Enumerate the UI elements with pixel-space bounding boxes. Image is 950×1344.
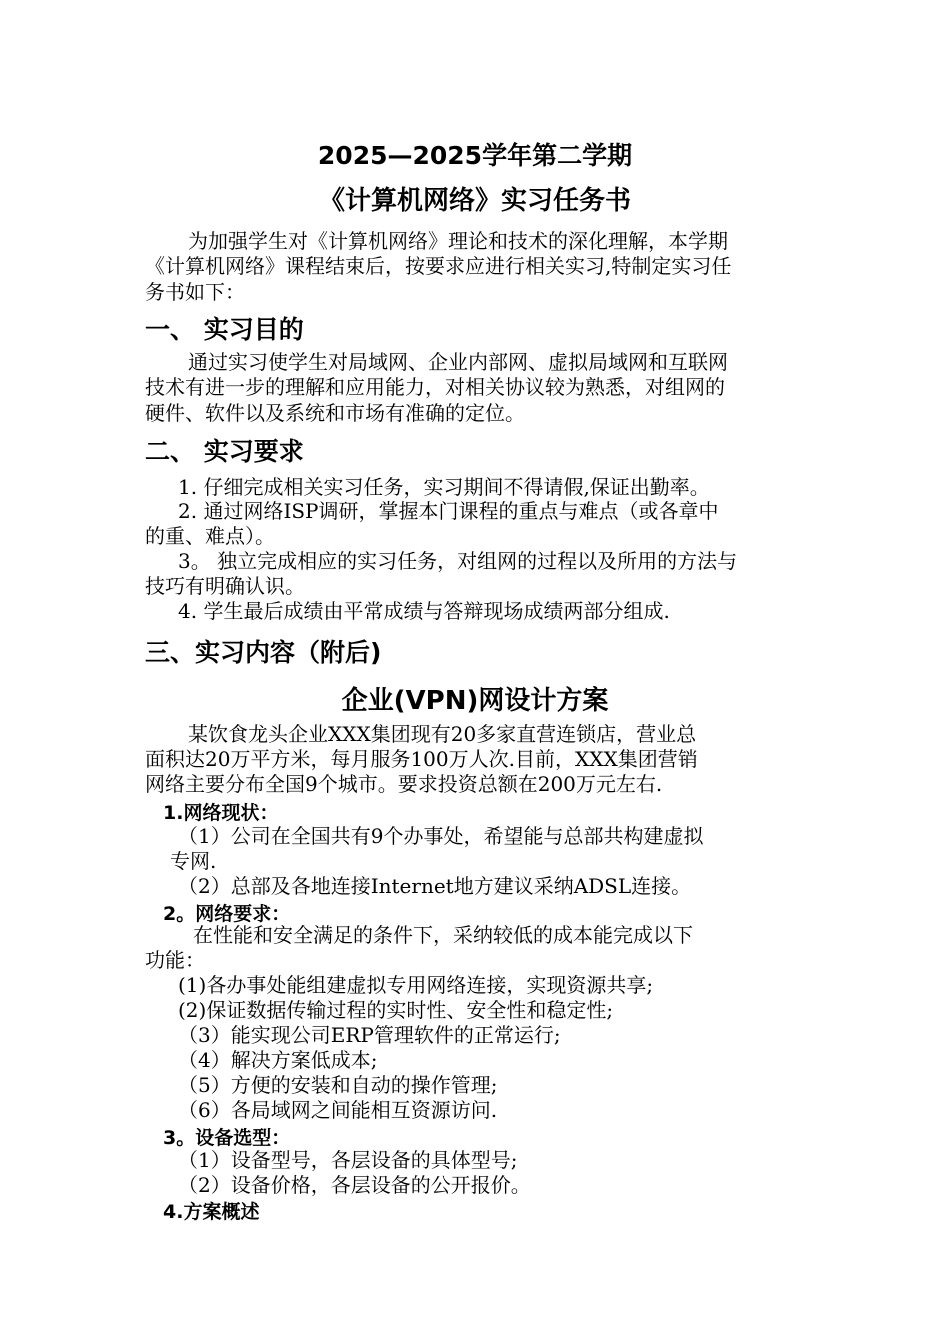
req-item: （3）能实现公司ERP管理软件的正常运行; bbox=[178, 1023, 561, 1047]
intro-line: 务书如下： bbox=[145, 280, 245, 304]
status-item: （1）公司在全国共有9个办事处，希望能与总部共构建虚拟 bbox=[178, 824, 704, 848]
requirement-item: 的重、难点）。 bbox=[145, 524, 275, 548]
requirement-item: 4. 学生最后成绩由平常成绩与答辩现场成绩两部分组成. bbox=[178, 599, 670, 623]
section-heading-content: 三、实习内容（附后) bbox=[145, 638, 382, 667]
section-heading-requirements: 二、 实习要求 bbox=[145, 437, 304, 466]
requirement-item: 技巧有明确认识。 bbox=[145, 574, 305, 598]
req-line: 在性能和安全满足的条件下，采纳较低的成本能完成以下 bbox=[193, 923, 693, 947]
status-item: 专网. bbox=[170, 849, 217, 873]
subheading-network-requirements: 2。网络要求： bbox=[163, 903, 291, 925]
req-item: (1)各办事处能组建虚拟专用网络连接，实现资源共享; bbox=[178, 973, 654, 997]
subheading-overview: 4.方案概述 bbox=[163, 1201, 260, 1223]
plan-intro-line: 网络主要分布全国9个城市。要求投资总额在200万元左右. bbox=[145, 772, 663, 796]
req-item: （6）各局域网之间能相互资源访问. bbox=[178, 1098, 498, 1122]
plan-intro-line: 面积达20万平方米，每月服务100万人次.目前，XXX集团营销 bbox=[145, 747, 698, 771]
plan-title: 企业(VPN)网设计方案 bbox=[341, 686, 609, 716]
section-heading-purpose: 一、 实习目的 bbox=[145, 315, 304, 344]
requirement-item: 2. 通过网络ISP调研，掌握本门课程的重点与难点（或各章中 bbox=[178, 499, 719, 523]
term-heading: 2025—2025学年第二学期 bbox=[317, 141, 633, 170]
subheading-network-status: 1.网络现状： bbox=[163, 802, 279, 824]
purpose-line: 硬件、软件以及系统和市场有准确的定位。 bbox=[145, 401, 525, 425]
purpose-line: 技术有进一步的理解和应用能力，对相关协议较为熟悉，对组网的 bbox=[145, 375, 725, 399]
requirement-item: 1. 仔细完成相关实习任务，实习期间不得请假,保证出勤率。 bbox=[178, 475, 710, 499]
req-item: （5）方便的安装和自动的操作管理; bbox=[178, 1073, 498, 1097]
req-line: 功能： bbox=[145, 948, 205, 972]
requirement-item: 3。 独立完成相应的实习任务，对组网的过程以及所用的方法与 bbox=[178, 549, 738, 573]
req-item: （4）解决方案低成本; bbox=[178, 1048, 378, 1072]
purpose-line: 通过实习使学生对局域网、企业内部网、虚拟局域网和互联网 bbox=[188, 350, 728, 374]
equip-item: （1）设备型号，各层设备的具体型号; bbox=[178, 1148, 518, 1172]
intro-line: 为加强学生对《计算机网络》理论和技术的深化理解，本学期 bbox=[188, 229, 728, 253]
subheading-equipment: 3。设备选型： bbox=[163, 1127, 291, 1149]
status-item: （2）总部及各地连接Internet地方建议采纳ADSL连接。 bbox=[178, 874, 692, 898]
document-title: 《计算机网络》实习任务书 bbox=[318, 186, 631, 216]
plan-intro-line: 某饮食龙头企业XXX集团现有20多家直营连锁店，营业总 bbox=[188, 722, 697, 746]
req-item: (2)保证数据传输过程的实时性、安全性和稳定性; bbox=[178, 998, 614, 1022]
equip-item: （2）设备价格，各层设备的公开报价。 bbox=[178, 1173, 531, 1197]
intro-line: 《计算机网络》课程结束后，按要求应进行相关实习,特制定实习任 bbox=[145, 254, 732, 278]
